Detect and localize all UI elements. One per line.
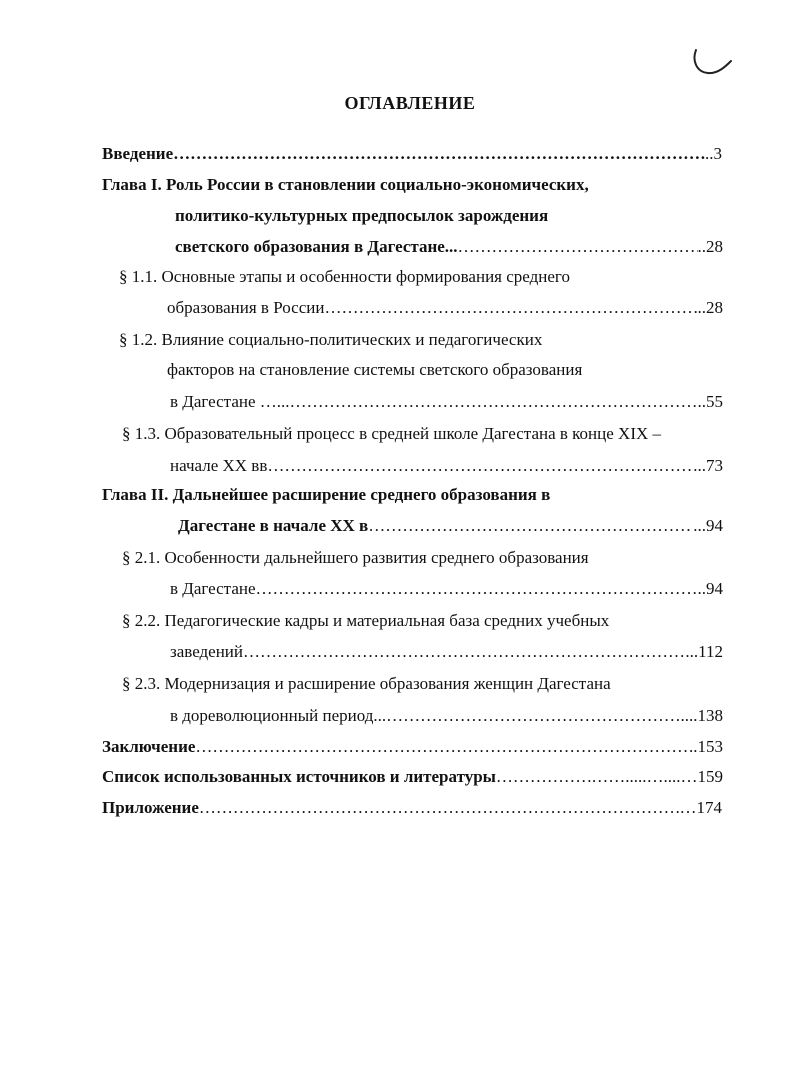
toc-entry-label: в дореволюционный период... xyxy=(170,706,387,725)
toc-leader-dots xyxy=(256,578,698,600)
toc-entry-label: образования в России xyxy=(167,298,325,317)
toc-chapter-1-line3[interactable] xyxy=(175,236,723,258)
toc-entry-label: Дагестане в начале XX в xyxy=(178,516,369,535)
toc-leader-dots xyxy=(496,766,591,788)
toc-leader-dots xyxy=(267,455,693,477)
toc-leader-dots xyxy=(290,391,698,413)
toc-leader-dots xyxy=(243,641,685,663)
toc-chapter-2-line1[interactable]: Глава II. Дальнейшее расширение среднего образования в xyxy=(102,485,551,504)
toc-entry-label: Приложение xyxy=(102,798,199,817)
toc-entry-label: Введение xyxy=(102,144,174,163)
toc-section-1-3-line1[interactable]: § 1.3. Образовательный процесс в средней школе Дагестана в конце XIX – xyxy=(122,424,662,443)
toc-section-1-2-line1[interactable]: § 1.2. Влияние социально-политических и педагогических xyxy=(119,330,543,349)
toc-section-1-2-line2[interactable]: факторов на становление системы светского образования xyxy=(167,360,583,379)
handwritten-hook-icon xyxy=(690,46,734,80)
toc-page-number: …….....…....…159 xyxy=(591,767,723,786)
toc-page-number: ...73 xyxy=(693,456,723,475)
toc-page-number: ..3 xyxy=(705,144,722,163)
toc-entry-appendix[interactable] xyxy=(102,797,722,819)
toc-page-number: ..55 xyxy=(697,392,723,411)
toc-entry-label: светского образования в Дагестане... xyxy=(175,237,458,256)
toc-leader-dots xyxy=(386,705,680,727)
toc-entry-conclusion[interactable] xyxy=(102,736,723,758)
toc-page-number: ...112 xyxy=(685,642,723,661)
toc-page-number: ..153 xyxy=(689,737,723,756)
toc-page-number: ....138 xyxy=(680,706,723,725)
toc-section-2-3-line1[interactable]: § 2.3. Модернизация и расширение образования женщин Дагестана xyxy=(122,674,611,693)
toc-entry-label: в Дагестане …... xyxy=(170,392,290,411)
toc-chapter-1-line1[interactable]: Глава I. Роль России в становлении социально-экономических, xyxy=(102,175,589,194)
toc-entry-sources[interactable] xyxy=(102,766,723,788)
toc-chapter-2-line2[interactable] xyxy=(178,515,723,537)
toc-chapter-1-line2[interactable]: политико-культурных предпосылок зарождения xyxy=(175,206,549,225)
toc-section-2-3-line2[interactable] xyxy=(170,705,723,727)
toc-section-2-2-line1[interactable]: § 2.2. Педагогические кадры и материальная база средних учебных xyxy=(122,611,610,630)
toc-entry-label: в Дагестане xyxy=(170,579,256,598)
toc-leader-dots xyxy=(195,736,689,758)
toc-leader-dots xyxy=(458,236,698,258)
toc-entry-intro[interactable] xyxy=(102,143,722,165)
toc-entry-label: начале XX вв xyxy=(170,456,268,475)
toc-section-1-1-line1[interactable]: § 1.1. Основные этапы и особенности формирования среднего xyxy=(119,267,570,286)
toc-page-number: ..94 xyxy=(697,579,723,598)
toc-page-number: ...94 xyxy=(693,516,723,535)
toc-leader-dots xyxy=(173,143,705,165)
page-title: ОГЛАВЛЕНИЕ xyxy=(344,93,476,113)
toc-page-number: …174 xyxy=(679,798,722,817)
toc-section-2-1-line1[interactable]: § 2.1. Особенности дальнейшего развития среднего образования xyxy=(122,548,589,567)
toc-section-1-1-line2[interactable] xyxy=(167,297,723,319)
toc-page-number: ..28 xyxy=(697,237,723,256)
toc-leader-dots xyxy=(368,515,693,537)
toc-page-number: ..28 xyxy=(697,298,723,317)
toc-section-2-2-line2[interactable] xyxy=(170,641,723,663)
toc-entry-label: Список использованных источников и литературы xyxy=(102,767,496,786)
toc-leader-dots xyxy=(324,297,697,319)
toc-leader-dots xyxy=(199,797,680,819)
toc-section-2-1-line2[interactable] xyxy=(170,578,723,600)
toc-section-1-3-line2[interactable] xyxy=(170,455,723,477)
toc-entry-label: заведений xyxy=(170,642,243,661)
toc-section-1-2-line3[interactable] xyxy=(170,391,723,413)
toc-entry-label: Заключение xyxy=(102,737,196,756)
